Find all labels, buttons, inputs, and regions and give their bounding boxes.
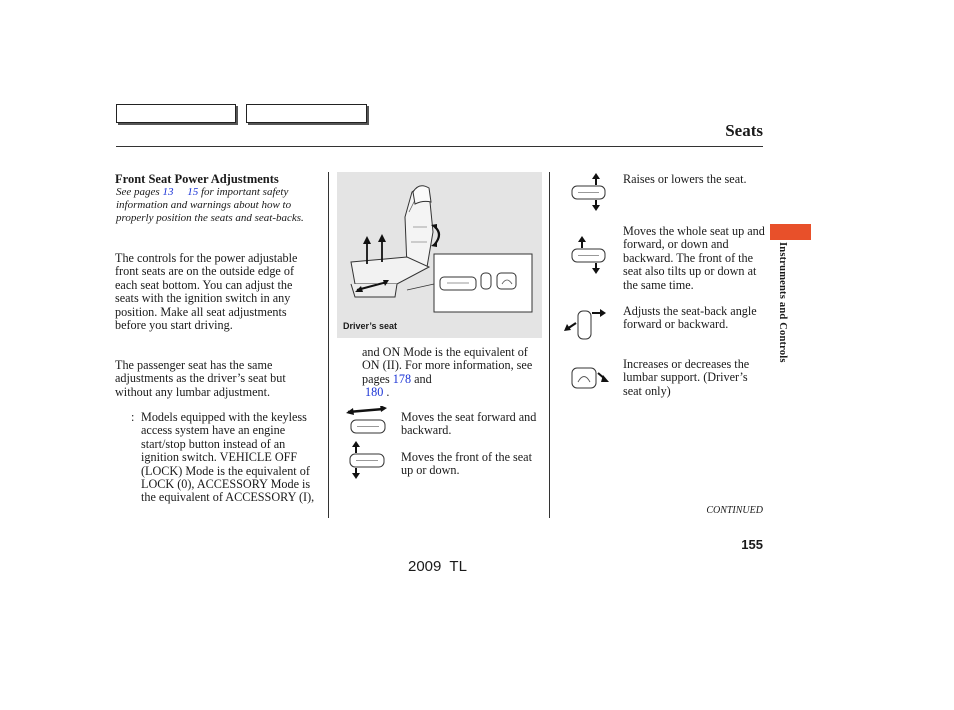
seat-front-height-switch-icon — [345, 441, 391, 481]
page-link-15[interactable]: 15 — [187, 186, 199, 198]
section-tab-label: Instruments and Controls — [777, 242, 788, 363]
continued-note — [362, 346, 542, 400]
page-title: Seats — [725, 121, 763, 140]
paragraph-controls: The controls for the power adjustable front seats are on the outside edge of each seat bottom. You can adjust the seats with the ignition switch in any position. Make all seat adjustments before you start driving. — [115, 251, 298, 333]
continued-label: CONTINUED — [706, 505, 763, 516]
title-rule — [116, 146, 763, 147]
continued-note-and: and — [414, 371, 432, 386]
nav-button-section-menu[interactable] — [246, 104, 367, 123]
lumbar-support-switch-icon — [569, 365, 613, 393]
seatback-recline-switch-icon — [562, 305, 608, 341]
seat-figure — [337, 172, 542, 338]
page-number: 155 — [741, 537, 763, 552]
page-link-180[interactable]: 180 — [365, 385, 384, 400]
column-divider-right — [549, 172, 550, 518]
keyless-note: Models equipped with the keyless access system have an engine start/stop button instead of an ignition switch. VEHICLE OFF (LOCK) Mode is the equivalent of LOCK (0), ACCESSORY Mode is the equivalent of ACCESSORY (I), — [141, 410, 315, 505]
control-desc-recline: Adjusts the seat-back angle forward or backward. — [623, 304, 757, 332]
seat-slide-switch-icon — [345, 406, 391, 440]
seat-illustration — [337, 172, 542, 338]
figure-caption: Driver’s seat — [343, 321, 398, 331]
paragraph-passenger: The passenger seat has the same adjustments as the driver’s seat but without any lumbar adjustment. — [115, 358, 286, 399]
continued-note-end: . — [386, 385, 390, 400]
see-pages-prefix: See pages — [116, 186, 160, 198]
nav-button-main-menu[interactable] — [116, 104, 236, 123]
control-desc-whole-tilt: Moves the whole seat up and forward, or down and backward. The front of the seat also tilts up or down at the same time. — [623, 224, 765, 292]
page-link-178[interactable]: 178 — [392, 371, 412, 386]
continued-note-text: and ON Mode is the equivalent of ON (II). For more information, see pages — [362, 345, 533, 386]
seat-whole-tilt-switch-icon — [569, 235, 609, 277]
see-pages-suffix: for important safety information and warnings about how to properly position the seats and seat-backs. — [116, 186, 304, 225]
section-heading: Front Seat Power Adjustments — [115, 172, 279, 186]
safety-reference — [116, 186, 321, 226]
control-desc-height: Raises or lowers the seat. — [623, 172, 747, 186]
model-label: 2009 TL — [408, 558, 467, 575]
control-desc-front-height: Moves the front of the seat up or down. — [401, 450, 532, 478]
control-desc-slide: Moves the seat forward and backward. — [401, 410, 537, 438]
page-link-13[interactable]: 13 — [162, 186, 174, 198]
column-divider-left — [328, 172, 329, 518]
seat-height-switch-icon — [569, 172, 609, 214]
control-desc-lumbar: Increases or decreases the lumbar support. (Driver’s seat only) — [623, 357, 750, 398]
section-tab-marker — [770, 224, 811, 240]
note-marker: : — [131, 410, 135, 424]
